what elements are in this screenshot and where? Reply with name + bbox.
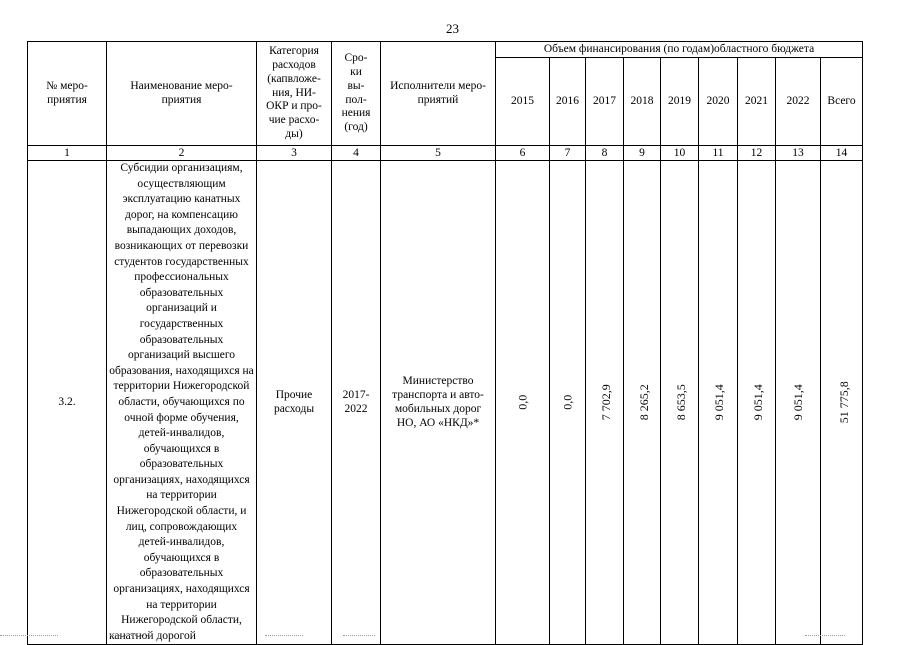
- value-2022-text: 9 051,4: [790, 383, 805, 420]
- measure-category: Прочие расходы: [257, 161, 332, 645]
- value-2018-text: 8 265,2: [636, 383, 651, 420]
- value-2015-text: 0,0: [515, 394, 530, 410]
- header-period: Сро- ки вы- пол- нения (год): [332, 42, 381, 146]
- header-executors: Исполнители меро- приятий: [381, 42, 496, 146]
- scan-footer-mark: [805, 635, 845, 636]
- value-2018: [624, 161, 661, 645]
- measure-executors: Министерство транспорта и авто- мобильных дорог НО, АО «НКД»*: [381, 161, 496, 645]
- table-row: [28, 161, 863, 645]
- value-total-text: 51 775,8: [836, 380, 851, 423]
- header-total: Всего: [821, 58, 863, 146]
- column-number: 3: [257, 146, 332, 161]
- column-number: 4: [332, 146, 381, 161]
- scan-footer-mark: [265, 635, 303, 636]
- value-2015: [496, 161, 550, 645]
- header-year-2018: 2018: [624, 58, 661, 146]
- measure-period: 2017- 2022: [332, 161, 381, 645]
- value-2020: [699, 161, 738, 645]
- column-number: 1: [28, 146, 107, 161]
- header-category: Категория расходов (капвложе- ния, НИ- ОКР и про- чие расхо- ды): [257, 42, 332, 146]
- column-number: 2: [107, 146, 257, 161]
- header-year-2015: 2015: [496, 58, 550, 146]
- column-number-row: [28, 146, 863, 161]
- header-year-2016: 2016: [550, 58, 586, 146]
- header-year-2021: 2021: [738, 58, 776, 146]
- column-number: 6: [496, 146, 550, 161]
- measure-number: 3.2.: [28, 161, 107, 645]
- header-year-2020: 2020: [699, 58, 738, 146]
- value-2020-text: 9 051,4: [711, 383, 726, 420]
- column-number: 5: [381, 146, 496, 161]
- header-funding-group: Объем финансирования (по годам)областного бюджета: [496, 42, 863, 58]
- scan-footer-mark: [110, 635, 150, 636]
- value-2019-text: 8 653,5: [673, 383, 688, 420]
- funding-table: [27, 41, 863, 645]
- header-row-top: [28, 42, 863, 58]
- header-measure-no: № меро- приятия: [28, 42, 107, 146]
- value-2017-text: 7 702,9: [598, 383, 613, 420]
- scan-footer-mark: [343, 635, 375, 636]
- page-number: 23: [446, 21, 459, 36]
- column-number: 14: [821, 146, 863, 161]
- value-2021: [738, 161, 776, 645]
- column-number: 9: [624, 146, 661, 161]
- column-number: 10: [661, 146, 699, 161]
- value-2016: [550, 161, 586, 645]
- header-measure-name: Наименование меро- приятия: [107, 42, 257, 146]
- value-2021-text: 9 051,4: [750, 383, 765, 420]
- header-year-2022: 2022: [776, 58, 821, 146]
- scan-footer-mark: [0, 635, 58, 636]
- header-year-2017: 2017: [586, 58, 624, 146]
- header-year-2019: 2019: [661, 58, 699, 146]
- value-2016-text: 0,0: [560, 394, 575, 410]
- column-number: 11: [699, 146, 738, 161]
- value-2017: [586, 161, 624, 645]
- column-number: 8: [586, 146, 624, 161]
- column-number: 13: [776, 146, 821, 161]
- measure-name: Субсидии организациям, осуществляющим эксплуатацию канатных дорог, на компенсацию выпадающих доходов, возникающих от перевозки студентов государственных профессиональных образовательных организаций и государственных образовательных организаций высшего образования, находящихся на территории Нижегородской области, обучающихся по очной форме обучения, детей-инвалидов, обучающихся в образовательных организациях, находящихся на территории Нижегородской области, и лиц, сопровождающих детей-инвалидов, обучающихся в образовательных организациях, находящихся на территории Нижегородской области, канатной дорогой: [107, 161, 257, 645]
- value-total: [821, 161, 863, 645]
- value-2022: [776, 161, 821, 645]
- value-2019: [661, 161, 699, 645]
- column-number: 12: [738, 146, 776, 161]
- column-number: 7: [550, 146, 586, 161]
